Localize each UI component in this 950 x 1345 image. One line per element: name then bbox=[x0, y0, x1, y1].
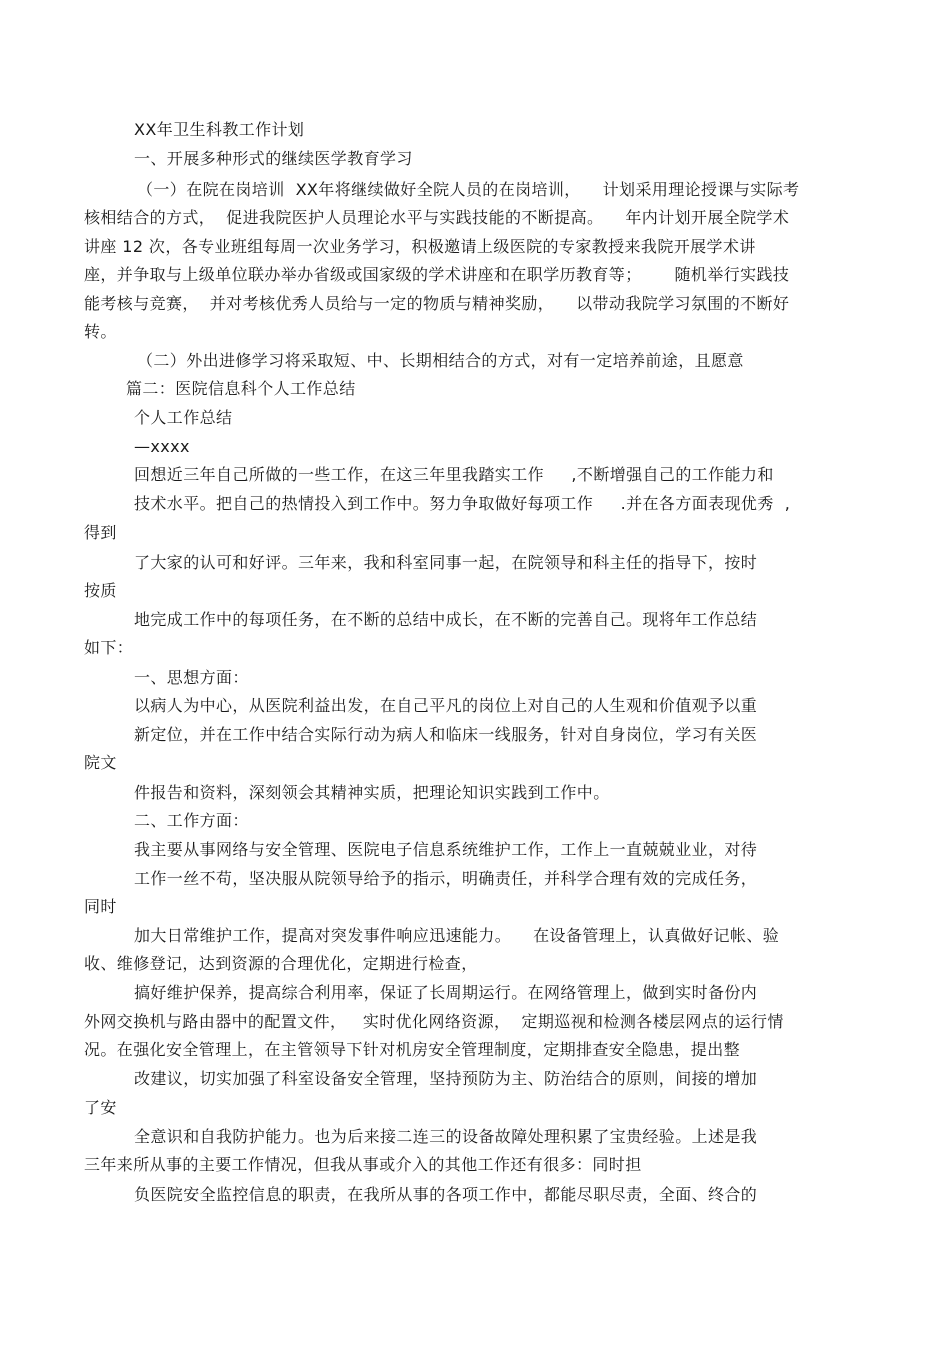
paragraph-line: 改建议，切实加强了科室设备安全管理，坚持预防为主、防治结合的原则，间接的增加 bbox=[134, 1069, 758, 1088]
paragraph-line: 了安 bbox=[84, 1098, 117, 1117]
paragraph-line: 技术水平。把自己的热情投入到工作中。努力争取做好每项工作 .并在各方面表现优秀 , bbox=[134, 494, 791, 513]
paragraph-line: 核相结合的方式， 促进我院医护人员理论水平与实践技能的不断提高。 年内计划开展全院学术 bbox=[84, 208, 790, 227]
paragraph-line: 新定位，并在工作中结合实际行动为病人和临床一线服务，针对自身岗位，学习有关医 bbox=[134, 725, 758, 744]
paragraph-line: 以病人为中心，从医院利益出发，在自己平凡的岗位上对自己的人生观和价值观予以重 bbox=[134, 696, 758, 715]
paragraph-line: 况。在强化安全管理上，在主管领导下针对机房安全管理制度，定期排查安全隐患，提出整 bbox=[84, 1040, 741, 1059]
paragraph-line: 按质 bbox=[84, 581, 117, 600]
paragraph-line: 负医院安全监控信息的职责，在我所从事的各项工作中，都能尽职尽责，全面、终合的 bbox=[134, 1185, 758, 1204]
paragraph-line: 同时 bbox=[84, 897, 117, 916]
paragraph-line: 地完成工作中的每项任务，在不断的总结中成长，在不断的完善自己。现将年工作总结 bbox=[134, 610, 758, 629]
paragraph-line: 外网交换机与路由器中的配置文件， 实时优化网络资源， 定期巡视和检测各楼层网点的运行情 bbox=[84, 1012, 784, 1031]
paragraph-line: 讲座 12 次，各专业班组每周一次业务学习，积极邀请上级医院的专家教授来我院开展学术讲 bbox=[84, 237, 756, 256]
paragraph-line: 搞好维护保养，提高综合利用率，保证了长周期运行。在网络管理上，做到实时备份内 bbox=[134, 983, 758, 1002]
paragraph-line: （一）在院在岗培训 XX年将继续做好全院人员的在岗培训， 计划采用理论授课与实际考 bbox=[137, 180, 800, 199]
paragraph-line: 如下： bbox=[84, 638, 134, 657]
author-line: —xxxx bbox=[134, 437, 190, 456]
section-heading: 篇二：医院信息科个人工作总结 bbox=[126, 379, 356, 398]
section-heading: 一、思想方面： bbox=[134, 668, 249, 687]
paragraph-line: 了大家的认可和好评。三年来，我和科室同事一起，在院领导和科主任的指导下，按时 bbox=[134, 553, 758, 572]
paragraph-line: 件报告和资料，深刻领会其精神实质，把理论知识实践到工作中。 bbox=[134, 783, 610, 802]
paragraph-line: 能考核与竞赛， 并对考核优秀人员给与一定的物质与精神奖励， 以带动我院学习氛围的不断好 bbox=[84, 294, 790, 313]
paragraph-line: 全意识和自我防护能力。也为后来接二连三的设备故障处理积累了宝贵经验。上述是我 bbox=[134, 1127, 758, 1146]
section-heading: 一、开展多种形式的继续医学教育学习 bbox=[134, 149, 413, 168]
paragraph-line: 工作一丝不苟，坚决服从院领导给予的指示，明确责任，并科学合理有效的完成任务， bbox=[134, 869, 758, 888]
paragraph-line: 院文 bbox=[84, 753, 117, 772]
subtitle: 个人工作总结 bbox=[134, 408, 233, 427]
paragraph-line: 座，并争取与上级单位联办举办省级或国家级的学术讲座和在职学历教育等； 随机举行实践技 bbox=[84, 265, 790, 284]
paragraph-line: 加大日常维护工作，提高对突发事件响应迅速能力。 在设备管理上，认真做好记帐、验 bbox=[134, 926, 780, 945]
doc-title: XX年卫生科教工作计划 bbox=[134, 120, 305, 139]
paragraph-line: 转。 bbox=[84, 322, 117, 341]
paragraph-line: 得到 bbox=[84, 523, 117, 542]
section-heading: 二、工作方面： bbox=[134, 811, 249, 830]
paragraph-line: （二）外出进修学习将采取短、中、长期相结合的方式，对有一定培养前途，且愿意 bbox=[137, 351, 744, 370]
paragraph-line: 我主要从事网络与安全管理、医院电子信息系统维护工作，工作上一直兢兢业业，对待 bbox=[134, 840, 758, 859]
paragraph-line: 回想近三年自己所做的一些工作，在这三年里我踏实工作 ,不断增强自己的工作能力和 bbox=[134, 465, 774, 484]
paragraph-line: 收、维修登记，达到资源的合理优化，定期进行检查， bbox=[84, 954, 478, 973]
paragraph-line: 三年来所从事的主要工作情况，但我从事或介入的其他工作还有很多：同时担 bbox=[84, 1155, 642, 1174]
